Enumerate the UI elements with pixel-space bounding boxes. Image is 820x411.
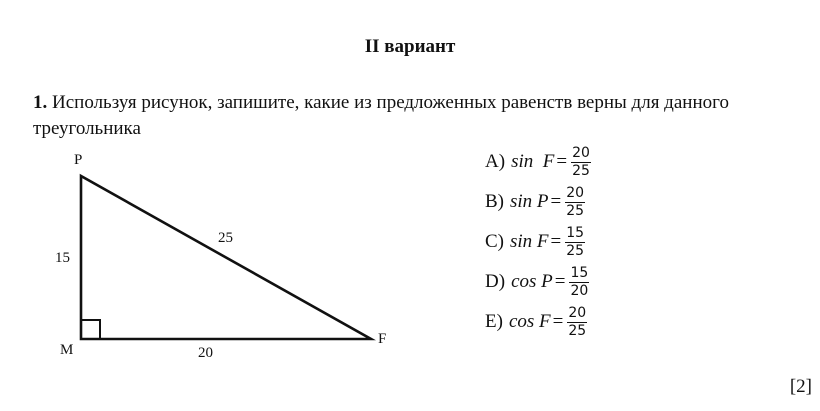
option-expression: cos F [508,311,551,332]
fraction [565,186,585,219]
right-angle-marker [81,320,100,339]
equals-sign: = [550,231,562,252]
option-a [485,142,591,182]
answer-options [485,142,591,342]
variant-title: II вариант [364,36,456,57]
option-expression: sin F [510,231,549,252]
fraction-numerator: 20 [568,304,587,321]
fraction-denominator: 25 [572,162,590,179]
option-d [485,262,591,302]
marks-indicator: [2] [789,376,812,397]
equals-sign: = [550,191,562,212]
equals-sign: = [554,271,566,292]
fraction-numerator: 15 [570,264,589,281]
triangle-shape [81,176,371,339]
option-e [485,302,591,342]
question-body: Используя рисунок, запишите, какие из предложенных равенств верны для данного треугольника [33,92,729,139]
fraction-denominator: 25 [568,322,587,339]
option-expression: sin P [510,191,549,212]
fraction-denominator: 25 [566,202,585,219]
option-letter: C) [485,231,504,252]
question-number: 1. [33,92,48,113]
fraction-denominator: 20 [570,282,589,299]
fraction-numerator: 15 [566,224,585,241]
fraction [569,266,589,299]
vertex-label-f: F [378,331,387,347]
option-letter: D) [485,271,506,292]
option-letter: E) [485,311,503,332]
equals-sign: = [552,311,564,332]
fraction [567,306,587,339]
vertex-label-p: P [74,152,83,168]
fraction-numerator: 20 [572,144,590,161]
option-c [485,222,591,262]
option-letter: A) [485,151,506,172]
side-label-mf: 20 [198,345,213,361]
equals-sign: = [556,151,568,172]
fraction-numerator: 20 [566,184,585,201]
fraction [565,226,585,259]
side-label-pf: 25 [218,230,233,246]
option-expression: sin F [511,151,555,172]
side-label-pm: 15 [55,250,70,266]
option-letter: B) [485,191,504,212]
option-expression: cos P [511,271,553,292]
fraction-denominator: 25 [566,242,585,259]
fraction [571,146,591,179]
vertex-label-m: M [60,342,74,358]
option-b [485,182,591,222]
